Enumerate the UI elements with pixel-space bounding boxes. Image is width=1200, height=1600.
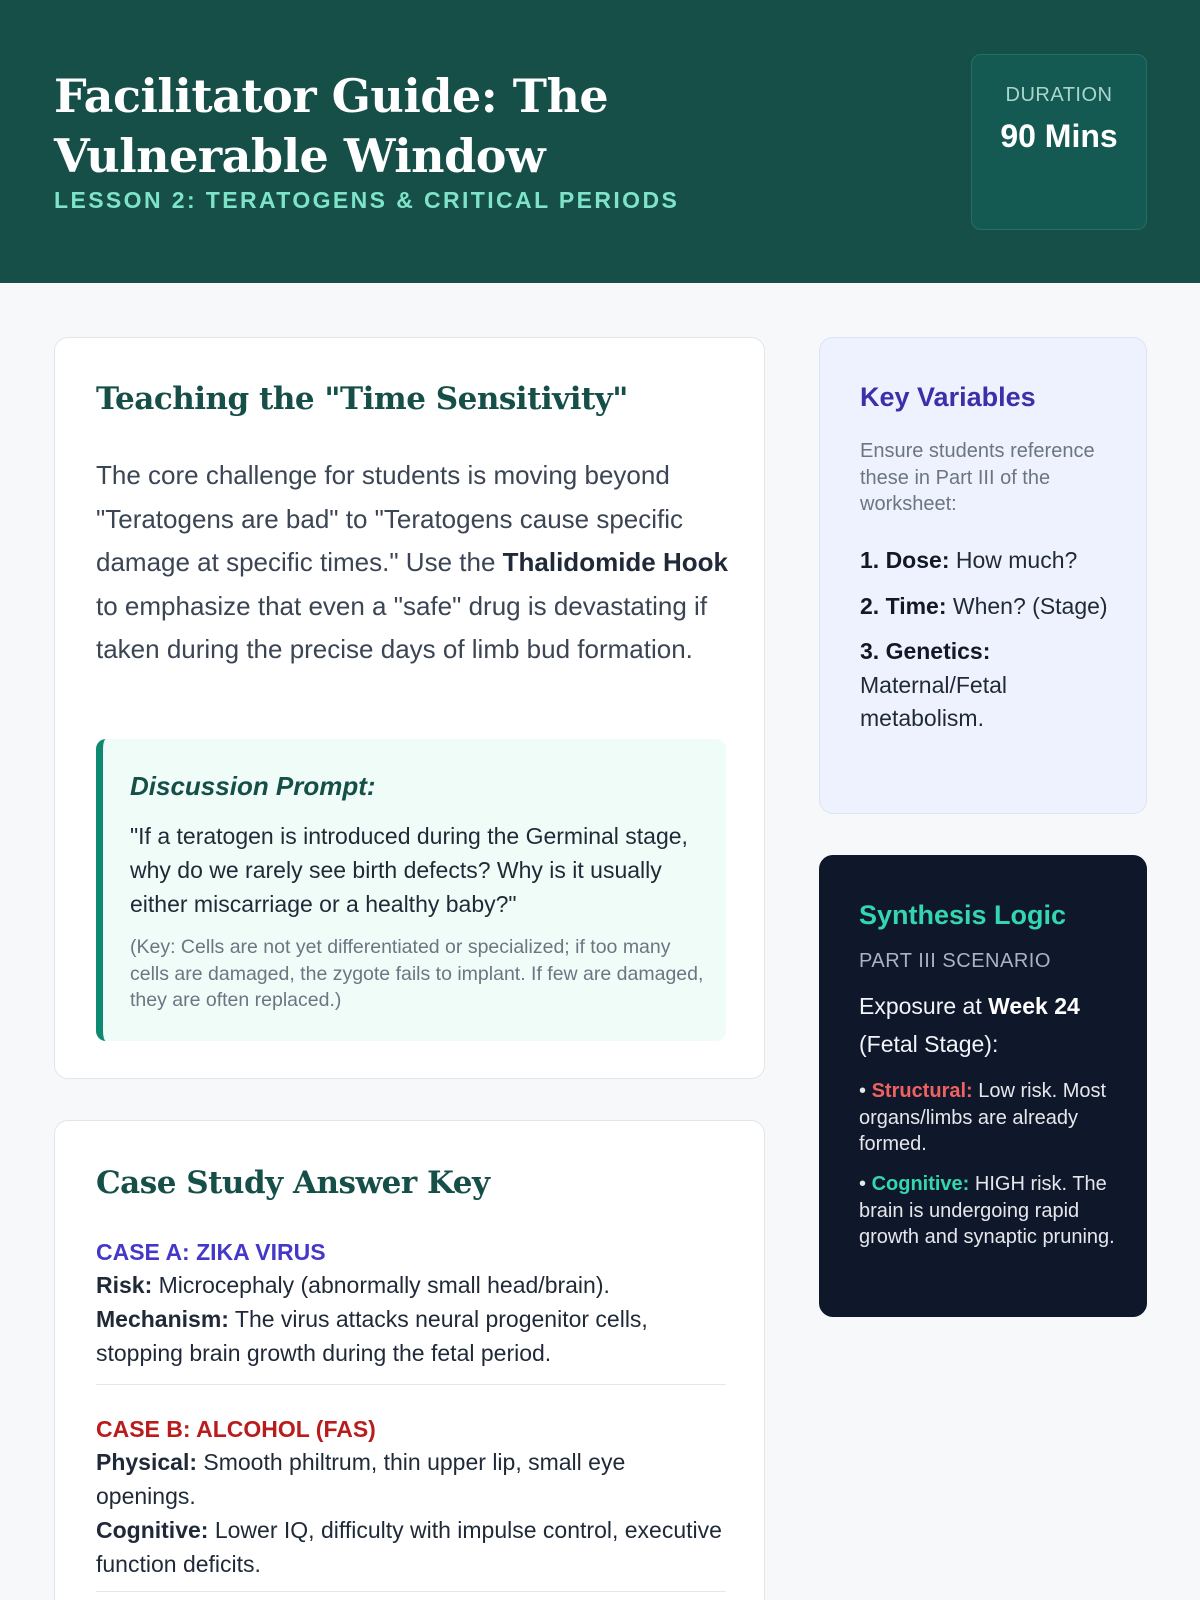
structural-label: Structural: (871, 1080, 973, 1102)
discussion-prompt-key: (Key: Cells are not yet differentiated or specialized; if too many cells are damaged, the zygote fails to implant. If few are damaged, they are often replaced.) (130, 936, 704, 1011)
list-item (860, 635, 1120, 736)
case-a-mechanism-text: The virus attacks neural progenitor cells, stopping brain growth during the fetal period. (96, 1306, 648, 1366)
synthesis-point-cognitive (859, 1171, 1119, 1251)
case-b-cognitive-label: Cognitive: (96, 1517, 209, 1543)
case-b-line-physical (96, 1445, 726, 1513)
key-variables-list (860, 544, 1120, 748)
synthesis-tag: PART III SCENARIO (859, 950, 1051, 972)
bullet: • (859, 1173, 872, 1195)
cognitive-label: Cognitive: (871, 1173, 970, 1195)
exposure-text-2: (Fetal Stage): (859, 1031, 999, 1057)
variable-label: 3. Genetics: (860, 638, 991, 664)
case-study-title: Case Study Answer Key (96, 1165, 490, 1201)
variable-label: 2. Time: (860, 592, 947, 619)
teaching-title: Teaching the "Time Sensitivity" (96, 381, 628, 417)
case-a-heading: CASE A: ZIKA VIRUS (96, 1239, 326, 1265)
exposure-text-1: Exposure at (859, 993, 989, 1019)
structural-text: Low risk. Most organs/limbs are already formed. (859, 1080, 1107, 1155)
case-divider (96, 1591, 726, 1592)
list-item (860, 544, 1120, 578)
page-title: Facilitator Guide: The Vulnerable Window (54, 69, 609, 183)
teaching-body-text-2: to emphasize that even a "safe" drug is devastating if taken during the precise days of limb bud formation. (96, 590, 708, 664)
synthesis-card (819, 855, 1147, 1317)
page-header (0, 0, 1200, 283)
discussion-prompt-box (96, 739, 726, 1041)
case-a-risk-text: Microcephaly (abnormally small head/brain). (152, 1272, 610, 1298)
case-b-physical-text: Smooth philtrum, thin upper lip, small eye openings. (96, 1449, 626, 1509)
synthesis-title: Synthesis Logic (859, 900, 1067, 930)
exposure-week: Week 24 (988, 993, 1080, 1019)
case-a-risk-label: Risk: (96, 1272, 153, 1298)
case-b (96, 1413, 726, 1581)
key-variables-title: Key Variables (860, 382, 1036, 412)
case-b-cognitive-text: Lower IQ, difficulty with impulse control, executive function deficits. (96, 1517, 722, 1577)
variable-text: Maternal/Fetal metabolism. (860, 671, 1008, 731)
synthesis-exposure (859, 987, 1119, 1063)
case-b-physical-label: Physical: (96, 1449, 197, 1475)
bullet: • (859, 1080, 872, 1102)
case-a (96, 1236, 726, 1370)
case-divider (96, 1384, 726, 1385)
duration-value: 90 Mins (1000, 118, 1118, 154)
list-item (860, 590, 1120, 624)
case-a-mechanism-label: Mechanism: (96, 1306, 229, 1332)
discussion-prompt-label: Discussion Prompt: (130, 771, 376, 801)
variable-text: How much? (949, 547, 1078, 573)
teaching-body-text-1: The core challenge for students is moving beyond "Teratogens are bad" to "Teratogens cause specific damage at specific times." Use the (96, 460, 684, 577)
lesson-subtitle: LESSON 2: TERATOGENS & CRITICAL PERIODS (54, 187, 680, 213)
variable-label: 1. Dose: (860, 547, 950, 573)
teaching-body-highlight: Thalidomide Hook (502, 547, 728, 577)
cognitive-text: HIGH risk. The brain is undergoing rapid growth and synaptic pruning. (859, 1173, 1115, 1248)
duration-label: DURATION (1005, 84, 1113, 106)
teaching-body (96, 454, 736, 672)
variable-text: When? (Stage) (946, 592, 1108, 619)
case-a-line-risk (96, 1268, 726, 1302)
synthesis-point-structural (859, 1078, 1119, 1158)
teaching-card (54, 337, 765, 1079)
case-b-line-cognitive (96, 1513, 726, 1581)
case-b-heading: CASE B: ALCOHOL (FAS) (96, 1416, 376, 1442)
case-a-line-mechanism (96, 1302, 726, 1370)
duration-badge (971, 54, 1147, 230)
key-variables-card (819, 337, 1147, 814)
discussion-prompt-quote: "If a teratogen is introduced during the Germinal stage, why do we rarely see birth defects? Why is it usually either miscarriage or a healthy baby?" (130, 823, 688, 917)
key-variables-description: Ensure students reference these in Part III of the worksheet: (860, 440, 1095, 515)
case-study-card (54, 1120, 765, 1600)
